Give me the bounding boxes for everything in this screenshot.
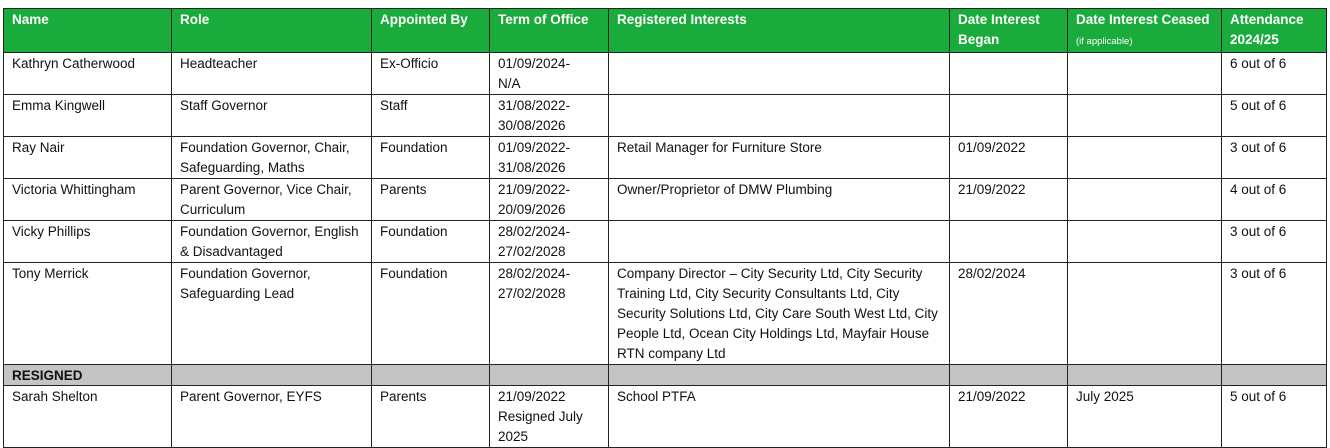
cell-term: 31/08/2022- 30/08/2026 bbox=[490, 95, 609, 137]
cell-term: 28/02/2024- 27/02/2028 bbox=[490, 221, 609, 263]
cell-term: 21/09/2022- 20/09/2026 bbox=[490, 179, 609, 221]
cell-role: Staff Governor bbox=[172, 95, 372, 137]
cell-interests: Owner/Proprietor of DMW Plumbing bbox=[609, 179, 950, 221]
header-date-ceased-label: Date Interest Ceased bbox=[1076, 12, 1210, 27]
cell-role: Foundation Governor, Safeguarding Lead bbox=[172, 263, 372, 365]
table-row bbox=[4, 386, 1327, 448]
cell-appointed-by: Parents bbox=[372, 386, 490, 448]
cell-name: Ray Nair bbox=[4, 137, 172, 179]
cell-date-ceased bbox=[1068, 53, 1222, 95]
cell-name: Vicky Phillips bbox=[4, 221, 172, 263]
cell-appointed-by: Ex-Officio bbox=[372, 53, 490, 95]
cell-date-began bbox=[950, 53, 1068, 95]
header-term: Term of Office bbox=[490, 9, 609, 53]
cell-appointed-by: Foundation bbox=[372, 221, 490, 263]
cell-date-ceased bbox=[1068, 263, 1222, 365]
cell-attendance: 3 out of 6 bbox=[1222, 221, 1327, 263]
cell-appointed-by: Foundation bbox=[372, 263, 490, 365]
cell-attendance: 3 out of 6 bbox=[1222, 137, 1327, 179]
cell-name: Emma Kingwell bbox=[4, 95, 172, 137]
cell-date-ceased bbox=[1068, 221, 1222, 263]
cell-date-began: 21/09/2022 bbox=[950, 179, 1068, 221]
section-label: RESIGNED bbox=[4, 365, 172, 386]
cell-attendance: 3 out of 6 bbox=[1222, 263, 1327, 365]
cell-attendance: 4 out of 6 bbox=[1222, 179, 1327, 221]
cell-date-began: 28/02/2024 bbox=[950, 263, 1068, 365]
cell-role: Parent Governor, Vice Chair, Curriculum bbox=[172, 179, 372, 221]
header-date-ceased bbox=[1068, 9, 1222, 53]
section-row-resigned bbox=[4, 365, 1327, 386]
cell-attendance: 6 out of 6 bbox=[1222, 53, 1327, 95]
table-row bbox=[4, 53, 1327, 95]
header-date-ceased-note: (if applicable) bbox=[1076, 36, 1133, 47]
cell-date-ceased bbox=[1068, 95, 1222, 137]
cell-term: 01/09/2022- 31/08/2026 bbox=[490, 137, 609, 179]
table-row bbox=[4, 95, 1327, 137]
cell-date-ceased bbox=[1068, 137, 1222, 179]
header-interests: Registered Interests bbox=[609, 9, 950, 53]
cell-date-began bbox=[950, 95, 1068, 137]
cell-name: Tony Merrick bbox=[4, 263, 172, 365]
cell-interests bbox=[609, 53, 950, 95]
cell-interests bbox=[609, 95, 950, 137]
cell-role: Headteacher bbox=[172, 53, 372, 95]
cell-appointed-by: Parents bbox=[372, 179, 490, 221]
cell-name: Sarah Shelton bbox=[4, 386, 172, 448]
governors-table bbox=[3, 8, 1327, 448]
header-role: Role bbox=[172, 9, 372, 53]
cell-name: Kathryn Catherwood bbox=[4, 53, 172, 95]
cell-date-began: 21/09/2022 bbox=[950, 386, 1068, 448]
cell-role: Foundation Governor, Chair, Safeguarding, Maths bbox=[172, 137, 372, 179]
header-row bbox=[4, 9, 1327, 53]
cell-role: Parent Governor, EYFS bbox=[172, 386, 372, 448]
cell-name: Victoria Whittingham bbox=[4, 179, 172, 221]
cell-term: 28/02/2024- 27/02/2028 bbox=[490, 263, 609, 365]
header-appointed-by: Appointed By bbox=[372, 9, 490, 53]
cell-interests bbox=[609, 221, 950, 263]
table-row bbox=[4, 221, 1327, 263]
cell-role: Foundation Governor, English & Disadvantaged bbox=[172, 221, 372, 263]
cell-date-ceased bbox=[1068, 179, 1222, 221]
cell-attendance: 5 out of 6 bbox=[1222, 386, 1327, 448]
header-attendance: Attendance 2024/25 bbox=[1222, 9, 1327, 53]
cell-appointed-by: Foundation bbox=[372, 137, 490, 179]
cell-date-began: 01/09/2022 bbox=[950, 137, 1068, 179]
cell-appointed-by: Staff bbox=[372, 95, 490, 137]
header-date-began: Date Interest Began bbox=[950, 9, 1068, 53]
cell-term: 21/09/2022 Resigned July 2025 bbox=[490, 386, 609, 448]
header-name: Name bbox=[4, 9, 172, 53]
cell-date-began bbox=[950, 221, 1068, 263]
cell-interests: Company Director – City Security Ltd, City Security Training Ltd, City Security Consultants Ltd, City Security Solutions Ltd, City Care South West Ltd, City People Ltd, Ocean City Holdings Ltd, Mayfair House RTN company Ltd bbox=[609, 263, 950, 365]
table-row bbox=[4, 179, 1327, 221]
cell-attendance: 5 out of 6 bbox=[1222, 95, 1327, 137]
cell-interests: Retail Manager for Furniture Store bbox=[609, 137, 950, 179]
cell-term: 01/09/2024- N/A bbox=[490, 53, 609, 95]
table-row bbox=[4, 263, 1327, 365]
table-row bbox=[4, 137, 1327, 179]
cell-interests: School PTFA bbox=[609, 386, 950, 448]
cell-date-ceased: July 2025 bbox=[1068, 386, 1222, 448]
